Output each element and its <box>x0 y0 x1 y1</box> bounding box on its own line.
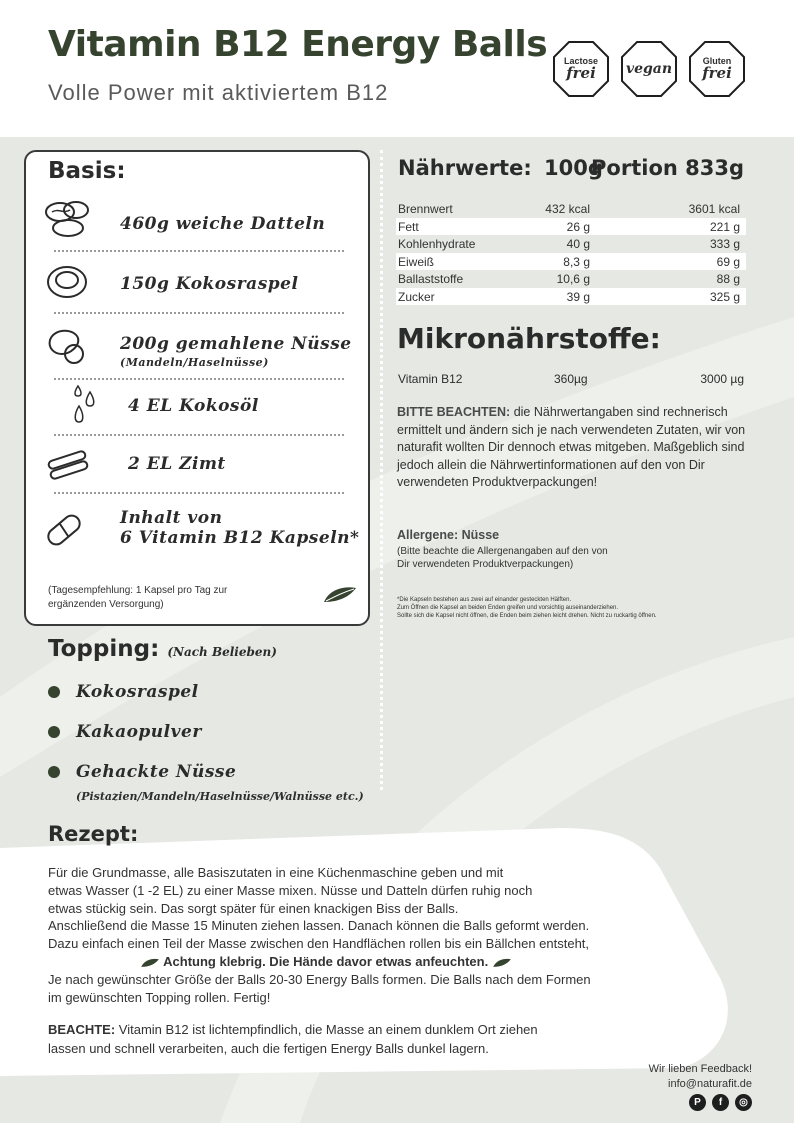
leaf-icon <box>492 957 512 968</box>
badge-top: Gluten <box>702 56 732 66</box>
topping-label: Kokosraspel <box>76 682 199 702</box>
basis-card <box>24 150 370 626</box>
table-row <box>396 200 746 218</box>
gluten-free-icon <box>688 40 746 98</box>
badge-row <box>552 40 746 98</box>
nutrient-100g: 39 g <box>566 289 590 304</box>
bullet-icon <box>48 726 60 738</box>
nutrient-portion: 333 g <box>709 237 740 251</box>
facebook-icon[interactable]: f <box>712 1094 729 1111</box>
recipe-title: Rezept: <box>48 822 139 846</box>
nutrition-heading: Nährwerte: <box>398 156 532 180</box>
feedback-text: Wir lieben Feedback! <box>648 1063 752 1075</box>
basis-title: Basis: <box>48 158 126 184</box>
nutrient-portion: 325 g <box>709 289 740 304</box>
table-row <box>396 288 746 306</box>
ingredient-nuts <box>120 334 352 369</box>
nutrient-name: Fett <box>398 219 419 234</box>
recipe-line: im gewünschten Topping rollen. Fertig! <box>48 989 271 1005</box>
topping-heading: Topping: <box>48 636 160 662</box>
topping-item <box>48 722 202 742</box>
recipe-line: Dazu einfach einen Teil der Masse zwischen den Handflächen rollen bis ein Bällchen entsteht, <box>48 936 590 952</box>
topping-label: Gehackte Nüsse <box>76 762 237 782</box>
divider <box>54 492 344 494</box>
capsule-footnote <box>397 596 657 620</box>
column-divider <box>380 150 383 790</box>
footnote-line3: Sollte sich die Kapsel nicht öffnen, die Enden beim ziehen leicht drehen. Nicht zu ruckartig öffnen. <box>397 613 657 619</box>
nutrient-100g: 40 g <box>566 237 590 251</box>
bullet-icon <box>48 686 60 698</box>
lactose-free-icon <box>552 40 610 98</box>
nutrient-100g: 10,6 g <box>556 272 590 286</box>
oil-drops-icon <box>70 382 100 433</box>
social-links <box>689 1094 752 1111</box>
coconut-icon <box>44 262 90 307</box>
dates-icon <box>44 196 94 247</box>
notice-text: die Nährwertangaben sind rechnerisch ermittelt und ändern sich je nach verwendeten Zutaten, wir von naturafit wollten Dir dennoch etwas mitgeben. Maßgeblich sind jedoch allein die Nährwertinformationen auf den von Dir verwendeten Produktverpackungen! <box>397 405 746 489</box>
table-row <box>396 253 746 271</box>
footnote-line1: *Die Kapseln bestehen aus zwei auf einander gesteckten Hälften. <box>397 597 572 603</box>
topping-title <box>48 636 277 662</box>
nutrient-portion: 221 g <box>709 219 740 234</box>
recipe-line: Für die Grundmasse, alle Basiszutaten in eine Küchenmaschine geben und mit <box>48 865 504 880</box>
leaf-icon <box>322 584 358 609</box>
recipe-warning <box>48 953 668 971</box>
topping-item <box>48 682 199 702</box>
recipe-line: etwas Wasser (1 -2 EL) zu einer Masse mixen. Nüsse und Datteln dürfen ruhig noch <box>48 882 533 898</box>
storage-note <box>48 1020 608 1058</box>
cinnamon-icon <box>44 444 92 489</box>
topping-nuts-sub: (Pistazien/Mandeln/Haselnüsse/Walnüsse etc.) <box>76 790 364 803</box>
ingredient-cinnamon: 2 EL Zimt <box>128 454 226 474</box>
notice-paragraph <box>397 404 747 492</box>
capsule-icon <box>44 510 84 555</box>
daily-recommendation <box>48 584 227 612</box>
allergen-title: Allergene: Nüsse <box>397 528 500 542</box>
nutrition-table <box>396 200 746 305</box>
divider <box>54 312 344 314</box>
daily-recommendation-line1: (Tagesempfehlung: 1 Kapsel pro Tag zur <box>48 585 228 596</box>
storage-note-line2: lassen und schnell verarbeiten, auch die fertigen Energy Balls dunkel lagern. <box>48 1041 489 1056</box>
nutrient-portion: 3601 kcal <box>688 202 740 216</box>
ingredient-oil: 4 EL Kokosöl <box>128 396 259 416</box>
divider <box>54 250 344 252</box>
pinterest-icon[interactable]: P <box>689 1094 706 1111</box>
nutrient-name: Eiweiß <box>398 254 435 269</box>
ingredient-dates: 460g weiche Datteln <box>120 214 326 234</box>
vegan-icon <box>620 40 678 98</box>
page-title: Vitamin B12 Energy Balls <box>48 24 548 65</box>
header <box>0 0 794 137</box>
daily-recommendation-line2: ergänzenden Versorgung) <box>48 599 164 610</box>
nutrient-name: Ballaststoffe <box>398 272 464 286</box>
nutrient-name: Brennwert <box>398 202 453 216</box>
nutrient-portion: 88 g <box>716 272 740 286</box>
allergen-note-line1: (Bitte beachte die Allergenangaben auf den von <box>397 546 608 557</box>
recipe-line: etwas stückig sein. Das sorgt später für einen knackigen Biss der Balls. <box>48 900 459 916</box>
micronutrient-name: Vitamin B12 <box>398 372 463 386</box>
badge-bottom: frei <box>702 64 732 82</box>
page-subtitle: Volle Power mit aktiviertem B12 <box>48 80 389 105</box>
nutrient-name: Kohlenhydrate <box>398 237 476 251</box>
ingredient-capsules-line2: 6 Vitamin B12 Kapseln* <box>120 528 360 548</box>
topping-item <box>48 762 236 782</box>
table-row <box>396 235 746 253</box>
ingredient-nuts-label: 200g gemahlene Nüsse <box>120 334 352 354</box>
ingredient-capsules-line1: Inhalt von <box>120 508 223 528</box>
storage-note-line1: Vitamin B12 ist lichtempfindlich, die Masse an einem dunklem Ort ziehen <box>118 1022 538 1037</box>
storage-note-label: BEACHTE: <box>48 1022 116 1037</box>
leaf-icon <box>140 957 160 968</box>
feedback-block <box>649 1062 752 1092</box>
nutrient-portion: 69 g <box>716 254 740 269</box>
ingredient-coconut: 150g Kokosraspel <box>120 274 299 294</box>
bullet-icon <box>48 766 60 778</box>
instagram-icon[interactable]: ◎ <box>735 1094 752 1111</box>
topping-subtitle: (Nach Belieben) <box>167 645 277 659</box>
topping-label: Kakaopulver <box>76 722 202 742</box>
table-row <box>396 270 746 288</box>
ingredient-capsules <box>120 508 359 548</box>
nutrient-name: Zucker <box>398 289 435 304</box>
recipe-text <box>48 864 668 1006</box>
notice-label: BITTE BEACHTEN: <box>397 405 511 419</box>
badge-bottom: frei <box>566 64 596 82</box>
footnote-line2: Zum Öffnen die Kapsel an beiden Enden greifen und vorsichtig auseinanderziehen. <box>397 605 619 611</box>
badge-bottom: vegan <box>625 61 673 77</box>
divider <box>54 378 344 380</box>
nutrient-100g: 26 g <box>566 219 590 234</box>
micronutrient-portion: 3000 µg <box>700 372 744 386</box>
recipe-warning-text: Achtung klebrig. Die Hände davor etwas anfeuchten. <box>163 953 489 969</box>
divider <box>54 434 344 436</box>
table-row <box>396 218 746 236</box>
badge-top: Lactose <box>563 56 598 66</box>
allergen-note-line2: Dir verwendeten Produktverpackungen) <box>397 559 574 570</box>
nuts-icon <box>44 324 88 373</box>
nutrient-100g: 8,3 g <box>563 254 590 269</box>
nutrition-col-100g: 100g <box>544 156 603 180</box>
contact-email[interactable]: info@naturafit.de <box>668 1078 752 1090</box>
nutrition-col-portion: Portion 833g <box>591 156 744 180</box>
micronutrients-title: Mikronährstoffe: <box>397 322 661 355</box>
recipe-line: Je nach gewünschter Größe der Balls 20-30 Energy Balls formen. Die Balls nach dem Formen <box>48 971 591 987</box>
micronutrient-100g: 360µg <box>554 372 588 386</box>
ingredient-nuts-sub: (Mandeln/Haselnüsse) <box>120 356 269 369</box>
recipe-line: Anschließend die Masse 15 Minuten ziehen lassen. Danach können die Balls geformt werden. <box>48 918 590 934</box>
nutrient-100g: 432 kcal <box>545 202 590 216</box>
allergen-note <box>397 545 608 571</box>
